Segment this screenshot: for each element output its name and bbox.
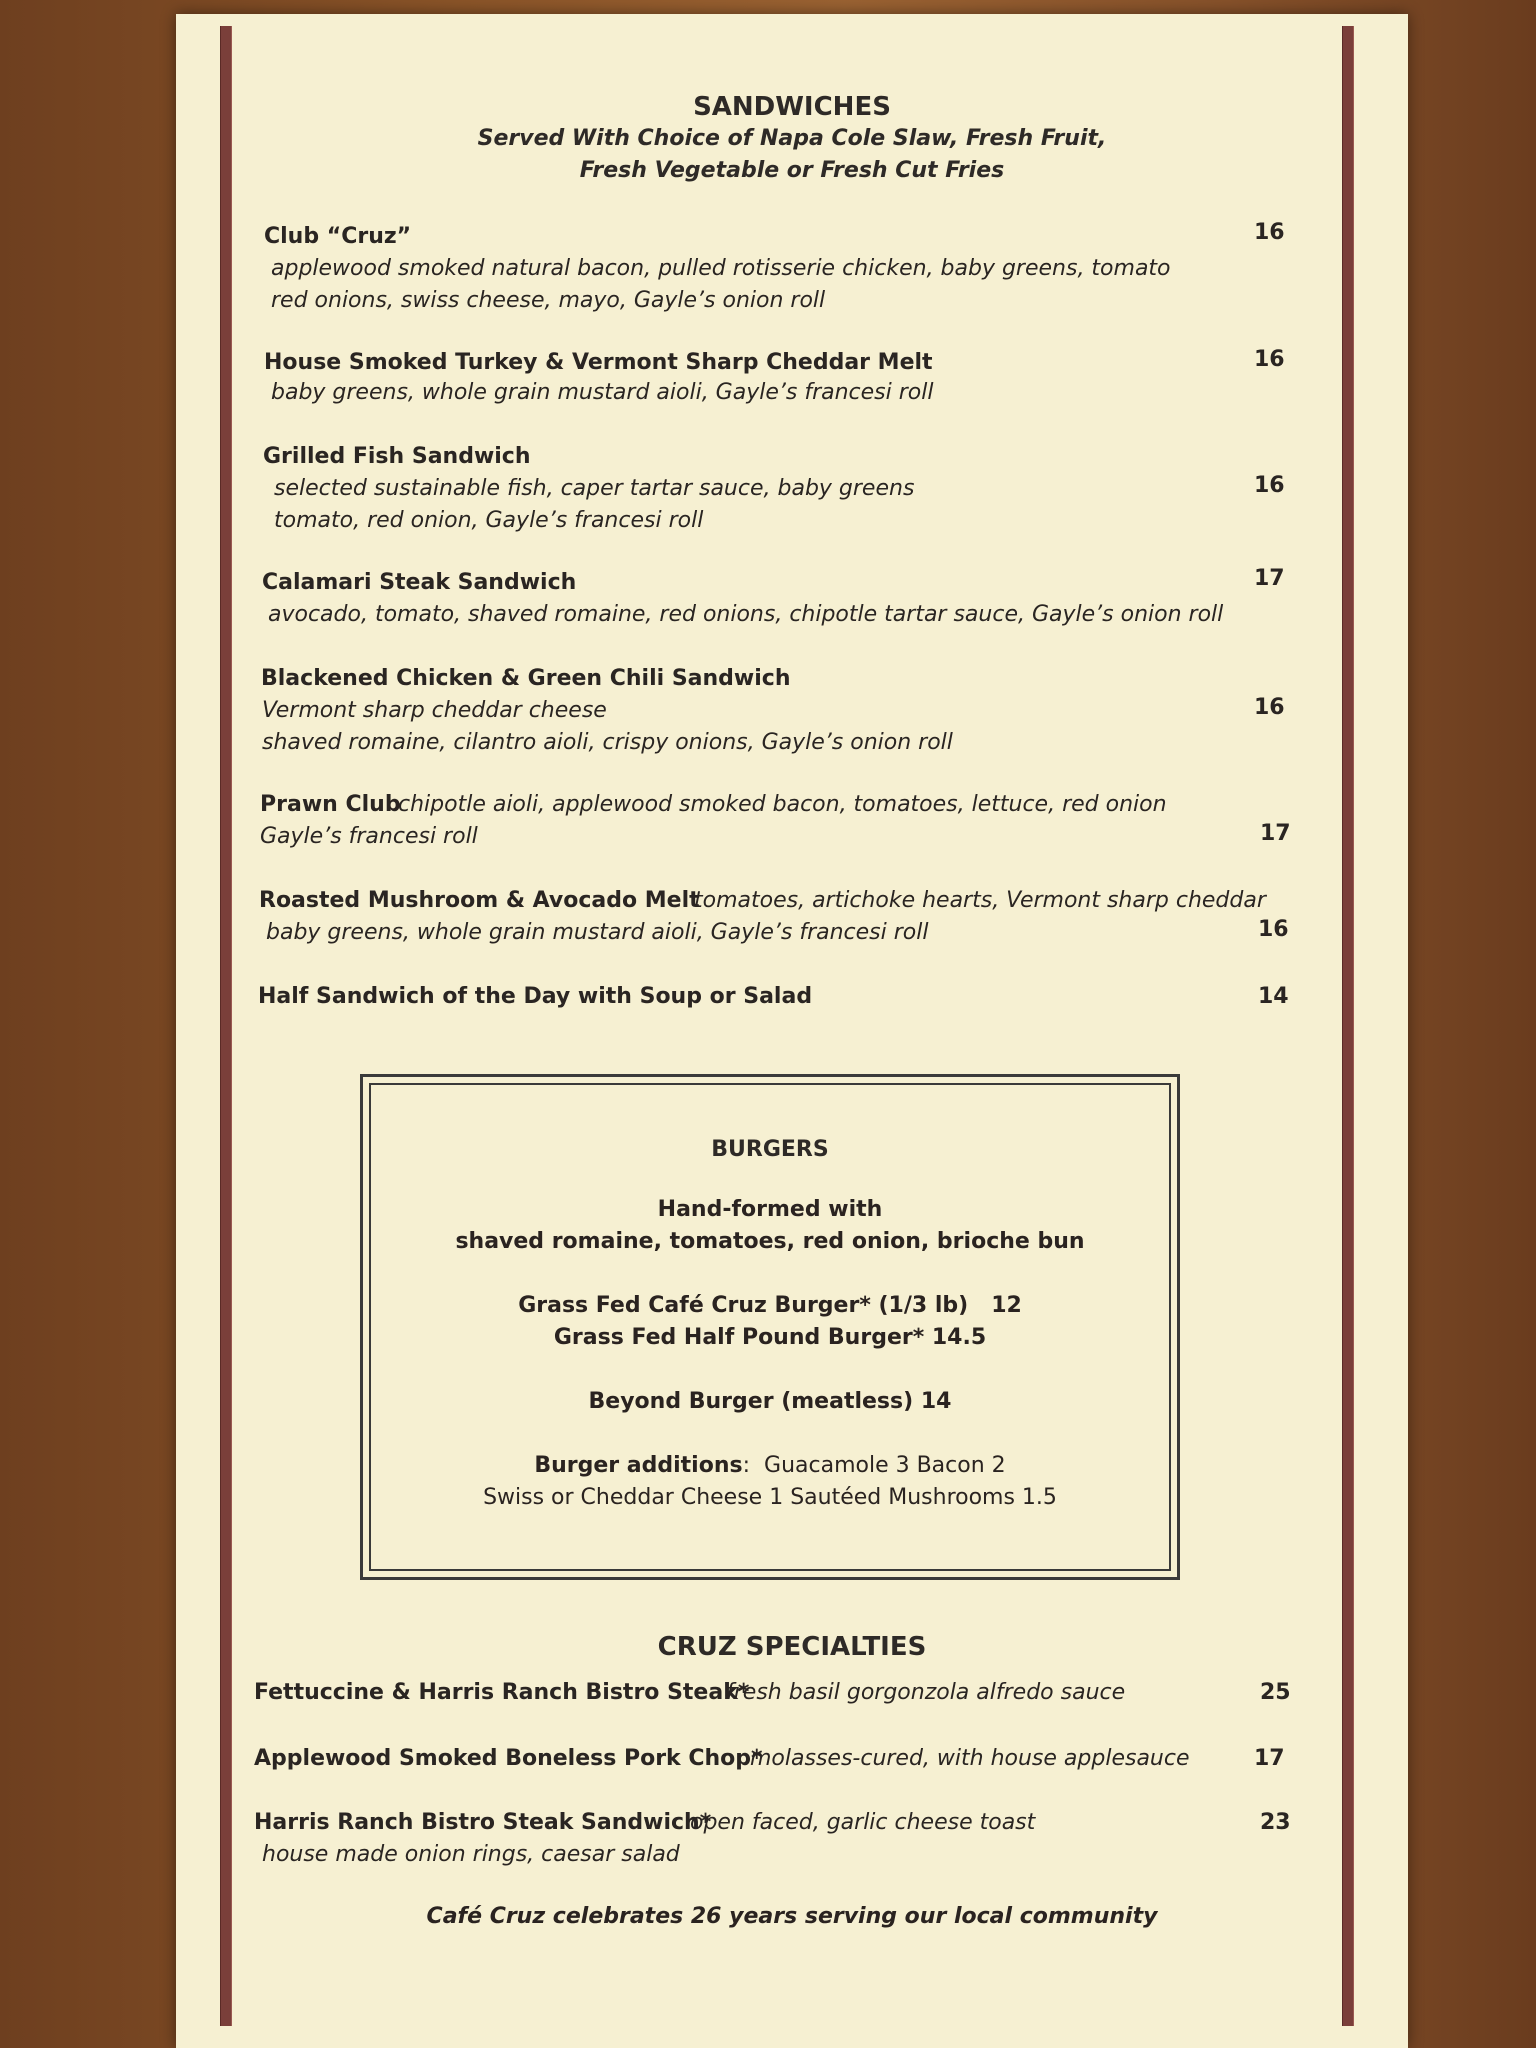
sandwiches-title: SANDWICHES [693,92,891,122]
item-name: Calamari Steak Sandwich [262,570,577,595]
item-description: fresh basil gorgonzola alfredo sauce [726,1680,1126,1705]
item-description: applewood smoked natural bacon, pulled rotisserie chicken, baby greens, tomato [271,256,1171,281]
specialties-title: CRUZ SPECIALTIES [657,1632,927,1662]
item-description-2: house made onion rings, caesar salad [262,1842,680,1867]
item-price: 14 [1258,984,1289,1009]
item-price: 16 [1258,917,1289,942]
left-border-rule [220,26,232,2026]
burger-line-2: Grass Fed Half Pound Burger* 14.5 [553,1325,987,1350]
menu-page [176,14,1408,2048]
item-price: 17 [1260,821,1291,846]
burger-line-1-price: 12 [991,1293,1022,1318]
item-name: Applewood Smoked Boneless Pork Chop* [254,1746,763,1771]
item-description: tomatoes, artichoke hearts, Vermont sharp cheddar [694,888,1266,913]
item-name: House Smoked Turkey & Vermont Sharp Cheddar Melt [264,350,933,375]
sandwiches-subtitle-line2: Fresh Vegetable or Fresh Cut Fries [579,158,1005,183]
item-name: Blackened Chicken & Green Chili Sandwich [261,666,791,691]
burgers-box [360,1074,1180,1580]
item-price: 16 [1254,473,1285,498]
item-price: 16 [1254,695,1285,720]
item-price: 17 [1254,566,1285,591]
item-name: Prawn Club [260,792,401,817]
item-description: avocado, tomato, shaved romaine, red onions, chipotle tartar sauce, Gayle’s onion roll [268,602,1224,627]
item-description-2: tomato, red onion, Gayle’s francesi roll [274,508,704,533]
item-description: Vermont sharp cheddar cheese [262,698,607,723]
item-description: open faced, garlic cheese toast [690,1810,1036,1835]
item-price: 23 [1260,1810,1291,1835]
burgers-title: BURGERS [711,1137,829,1162]
burger-additions-1: Burger additions: Guacamole 3 Bacon 2 [534,1453,1006,1478]
item-price: 16 [1254,220,1285,245]
sandwiches-subtitle-line1: Served With Choice of Napa Cole Slaw, Fresh Fruit, [477,126,1107,151]
burger-additions-label: Burger additions [534,1453,743,1478]
burger-line-1 [363,1293,1177,1318]
item-price: 17 [1254,1746,1285,1771]
burgers-intro-1: Hand-formed with [657,1197,883,1222]
item-price: 25 [1260,1680,1291,1705]
item-description-2: baby greens, whole grain mustard aioli, Gayle’s francesi roll [266,920,929,945]
item-description: molasses-cured, with house applesauce [750,1746,1190,1771]
item-name: Harris Ranch Bistro Steak Sandwich* [254,1810,712,1835]
item-description: chipotle aioli, applewood smoked bacon, tomatoes, lettuce, red onion [398,792,1167,817]
item-description-2: Gayle’s francesi roll [260,824,478,849]
burger-additions-2: Swiss or Cheddar Cheese 1 Sautéed Mushrooms 1.5 [483,1485,1057,1510]
footer-tagline: Café Cruz celebrates 26 years serving our local community [426,1904,1158,1929]
item-price: 16 [1254,347,1285,372]
item-description-2: shaved romaine, cilantro aioli, crispy onions, Gayle’s onion roll [262,730,953,755]
item-name: Roasted Mushroom & Avocado Melt [259,888,700,913]
burgers-intro-2: shaved romaine, tomatoes, red onion, brioche bun [455,1229,1085,1254]
right-border-rule [1342,26,1354,2026]
item-name: Fettuccine & Harris Ranch Bistro Steak* [254,1680,750,1705]
burger-line-3: Beyond Burger (meatless) 14 [588,1389,952,1414]
item-description-2: red onions, swiss cheese, mayo, Gayle’s onion roll [271,288,826,313]
burger-additions-items: Guacamole 3 Bacon 2 [764,1453,1006,1478]
item-description: selected sustainable fish, caper tartar sauce, baby greens [274,476,915,501]
item-description: baby greens, whole grain mustard aioli, Gayle’s francesi roll [271,380,934,405]
item-name: Grilled Fish Sandwich [263,444,531,469]
burger-line-1-name: Grass Fed Café Cruz Burger* (1/3 lb) [518,1293,969,1318]
item-name: Half Sandwich of the Day with Soup or Salad [258,984,813,1009]
item-name: Club “Cruz” [264,224,412,249]
